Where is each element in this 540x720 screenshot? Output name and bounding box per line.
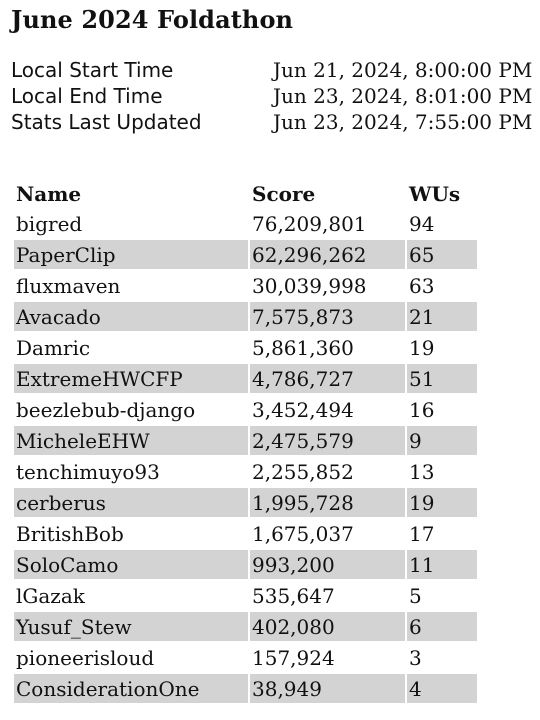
cell-score: 2,255,852 [252,459,354,484]
cell-wus: 13 [409,459,435,484]
cell-score: 30,039,998 [252,273,367,298]
cell-score: 157,924 [252,645,335,670]
cell-name: Yusuf_Stew [14,612,248,641]
cell-name: PaperClip [14,240,248,269]
cell-wus: 17 [409,521,435,546]
cell-wus: 9 [407,426,477,455]
cell-name: bigred [16,211,83,236]
table-row [14,612,477,641]
column-header-name: Name [16,181,82,206]
cell-score: 1,675,037 [252,521,354,546]
cell-wus: 94 [409,211,435,236]
table-row [14,457,477,486]
end-time-row [11,83,531,109]
cell-name: pioneerisloud [16,645,155,670]
cell-name: tenchimuyo93 [16,459,160,484]
page-title: June 2024 Foldathon [11,5,294,34]
cell-name: ExtremeHWCFP [14,364,248,393]
end-time-label: Local End Time [11,84,163,108]
cell-wus: 65 [407,240,477,269]
cell-wus: 3 [409,645,422,670]
start-time-row [11,57,531,83]
start-time-value: Jun 21, 2024, 8:00:00 PM [273,58,533,82]
cell-score: 3,452,494 [252,397,354,422]
table-row [14,643,477,672]
column-header-score: Score [252,181,316,206]
cell-wus: 21 [407,302,477,331]
leaderboard-table [12,178,479,705]
cell-score: 76,209,801 [252,211,367,236]
cell-name: lGazak [16,583,85,608]
cell-wus: 4 [407,674,477,703]
table-row [14,240,477,269]
table-row [14,581,477,610]
cell-score: 1,995,728 [250,488,405,517]
cell-name: beezlebub-django [16,397,196,422]
cell-wus: 51 [407,364,477,393]
table-row [14,395,477,424]
table-row [14,364,477,393]
end-time-value: Jun 23, 2024, 8:01:00 PM [273,84,533,108]
cell-score: 62,296,262 [250,240,405,269]
table-row [14,271,477,300]
cell-score: 402,080 [250,612,405,641]
table-row [14,302,477,331]
cell-wus: 6 [407,612,477,641]
cell-score: 7,575,873 [250,302,405,331]
stats-updated-label: Stats Last Updated [11,110,202,134]
table-header-row [14,180,477,207]
cell-name: SoloCamo [14,550,248,579]
table-row [14,519,477,548]
cell-wus: 19 [407,488,477,517]
cell-name: cerberus [14,488,248,517]
cell-wus: 63 [409,273,435,298]
cell-name: Damric [16,335,91,360]
cell-wus: 19 [409,335,435,360]
table-row [14,488,477,517]
table-row [14,550,477,579]
cell-wus: 11 [407,550,477,579]
cell-score: 38,949 [250,674,405,703]
table-row [14,333,477,362]
column-header-wus: WUs [409,181,461,206]
cell-name: Avacado [14,302,248,331]
table-row [14,426,477,455]
cell-score: 4,786,727 [250,364,405,393]
cell-name: MicheleEHW [14,426,248,455]
cell-score: 535,647 [252,583,335,608]
cell-name: BritishBob [16,521,124,546]
cell-name: ConsiderationOne [14,674,248,703]
cell-score: 993,200 [250,550,405,579]
stats-updated-value: Jun 23, 2024, 7:55:00 PM [273,110,533,134]
table-row [14,674,477,703]
start-time-label: Local Start Time [11,58,174,82]
event-info [11,57,531,135]
cell-name: fluxmaven [16,273,121,298]
cell-wus: 16 [409,397,435,422]
table-row [14,209,477,238]
cell-wus: 5 [409,583,422,608]
cell-score: 2,475,579 [250,426,405,455]
cell-score: 5,861,360 [252,335,354,360]
stats-updated-row [11,109,531,135]
